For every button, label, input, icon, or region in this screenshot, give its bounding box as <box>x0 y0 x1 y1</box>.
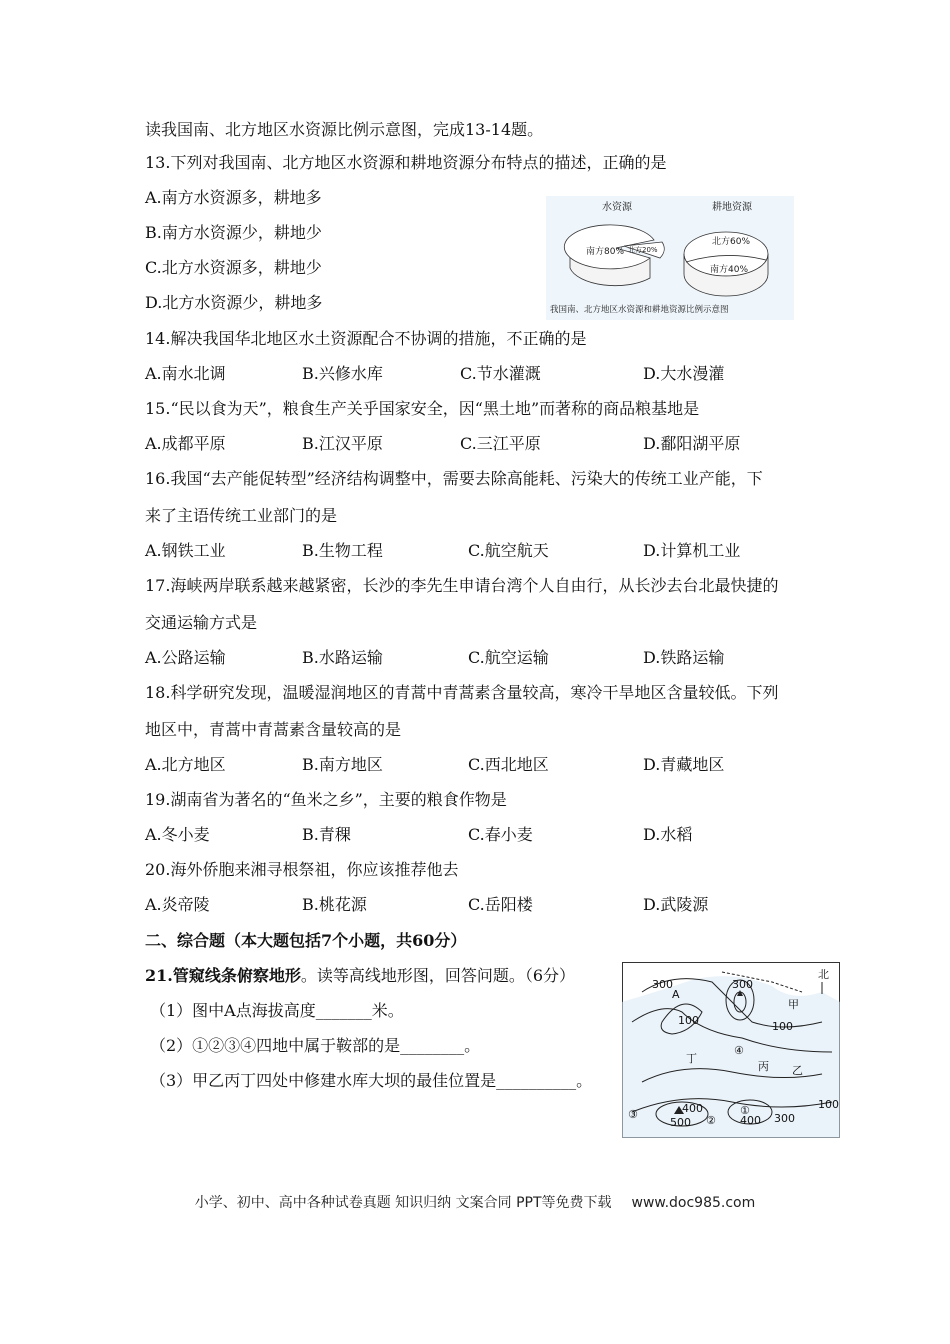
question-19-option-c: C.春小麦 <box>468 825 533 844</box>
question-21-sub-2: （2）①②③④四地中属于鞍部的是________。 <box>150 1036 481 1055</box>
question-19-option-d: D.水稻 <box>643 825 693 844</box>
question-14-option-d: D.大水漫灌 <box>643 364 725 383</box>
question-13-stem: 13.下列对我国南、北方地区水资源和耕地资源分布特点的描述，正确的是 <box>145 153 667 172</box>
contour-label-400-a: 400 <box>682 1102 703 1115</box>
question-13-option-c: C.北方水资源多，耕地少 <box>145 258 322 277</box>
question-13-option-d: D.北方水资源少，耕地多 <box>145 293 323 312</box>
question-20-option-d: D.武陵源 <box>643 895 709 914</box>
question-15-option-b: B.江汉平原 <box>302 434 383 453</box>
footer-url: www.doc985.com <box>631 1195 756 1211</box>
water-north-label: 北方20% <box>628 246 658 254</box>
question-17-stem-line-2: 交通运输方式是 <box>145 613 258 632</box>
section-2-heading: 二、综合题（本大题包括7个小题，共60分） <box>145 931 467 950</box>
question-19-stem: 19.湖南省为著名的“鱼米之乡”，主要的粮食作物是 <box>145 790 507 809</box>
question-17-option-a: A.公路运输 <box>145 648 226 667</box>
question-21-bold-title: 21.管窥线条俯察地形 <box>145 966 301 985</box>
question-16-option-c: C.航空航天 <box>468 541 549 560</box>
question-14-option-c: C.节水灌溉 <box>460 364 541 383</box>
point-a-label: A <box>672 988 680 1001</box>
question-16-stem-line-1: 16.我国“去产能促转型”经济结构调整中，需要去除高能耗、污染大的传统工业产能，下 <box>145 469 763 488</box>
north-label: 北 <box>818 968 829 981</box>
footer-text: 小学、初中、高中各种试卷真题 知识归纳 文案合同 PPT等免费下载 <box>194 1195 612 1211</box>
land-north-label: 北方60% <box>712 237 751 247</box>
question-17-option-d: D.铁路运输 <box>643 648 725 667</box>
question-17-option-b: B.水路运输 <box>302 648 383 667</box>
question-21-instruction: 。读等高线地形图，回答问题。（6分） <box>300 966 576 985</box>
contour-map <box>622 962 840 1138</box>
question-18-option-b: B.南方地区 <box>302 755 383 774</box>
site-3-label: ③ <box>628 1108 638 1121</box>
place-yi-label: 乙 <box>792 1064 803 1077</box>
site-2-label: ② <box>706 1114 716 1127</box>
reading-intro: 读我国南、北方地区水资源比例示意图，完成13-14题。 <box>145 120 544 139</box>
question-15-stem: 15.“民以食为天”，粮食生产关乎国家安全，因“黑土地”而著称的商品粮基地是 <box>145 399 700 418</box>
question-16-option-b: B.生物工程 <box>302 541 383 560</box>
page-footer <box>0 1192 950 1212</box>
contour-label-100-a: 100 <box>678 1014 699 1027</box>
question-20-option-c: C.岳阳楼 <box>468 895 533 914</box>
place-ding-label: 丁 <box>686 1052 697 1065</box>
contour-label-500: 500 <box>670 1116 691 1129</box>
water-south-label: 南方80% <box>586 247 625 257</box>
question-20-stem: 20.海外侨胞来湘寻根祭祖，你应该推荐他去 <box>145 860 459 879</box>
question-20-option-b: B.桃花源 <box>302 895 367 914</box>
question-18-stem-line-1: 18.科学研究发现，温暖湿润地区的青蒿中青蒿素含量较高，寒冷干旱地区含量较低。下列 <box>145 683 779 702</box>
land-south-label: 南方40% <box>710 265 749 275</box>
question-21-sub-1: （1）图中A点海拔高度_______米。 <box>150 1001 404 1020</box>
question-19-option-b: B.青稞 <box>302 825 351 844</box>
contour-label-300-c: 300 <box>774 1112 795 1125</box>
question-20-option-a: A.炎帝陵 <box>145 895 210 914</box>
question-21-sub-3: （3）甲乙丙丁四处中修建水库大坝的最佳位置是__________。 <box>150 1071 593 1090</box>
question-18-option-c: C.西北地区 <box>468 755 549 774</box>
contour-label-100-c: 100 <box>818 1098 839 1111</box>
question-16-stem-line-2: 来了主语传统工业部门的是 <box>145 506 338 525</box>
question-18-stem-line-2: 地区中，青蒿中青蒿素含量较高的是 <box>145 720 402 739</box>
question-13-option-b: B.南方水资源少，耕地少 <box>145 223 322 242</box>
contour-label-300-a: 300 <box>652 978 673 991</box>
question-13-option-a: A.南方水资源多，耕地多 <box>145 188 322 207</box>
question-16-option-a: A.钢铁工业 <box>145 541 226 560</box>
question-16-option-d: D.计算机工业 <box>643 541 741 560</box>
water-land-resource-figure <box>546 196 794 320</box>
question-18-option-d: D.青藏地区 <box>643 755 725 774</box>
question-19-option-a: A.冬小麦 <box>145 825 210 844</box>
question-15-option-c: C.三江平原 <box>460 434 541 453</box>
question-14-option-a: A.南水北调 <box>145 364 226 383</box>
question-17-option-c: C.航空运输 <box>468 648 549 667</box>
site-4-label: ④ <box>734 1044 744 1057</box>
place-jia-label: 甲 <box>788 998 799 1011</box>
question-15-option-d: D.鄱阳湖平原 <box>643 434 741 453</box>
question-14-stem: 14.解决我国华北地区水土资源配合不协调的措施，不正确的是 <box>145 329 587 348</box>
pie-figure-caption: 我国南、北方地区水资源和耕地资源比例示意图 <box>550 305 729 315</box>
site-1-label: ① <box>740 1104 750 1117</box>
question-18-option-a: A.北方地区 <box>145 755 226 774</box>
question-15-option-a: A.成都平原 <box>145 434 226 453</box>
water-resource-title: 水资源 <box>602 202 632 213</box>
contour-label-100-b: 100 <box>772 1020 793 1033</box>
question-17-stem-line-1: 17.海峡两岸联系越来越紧密，长沙的李先生申请台湾个人自由行，从长沙去台北最快捷的 <box>145 576 779 595</box>
land-resource-title: 耕地资源 <box>712 202 752 213</box>
question-21-stem <box>145 966 575 986</box>
contour-label-300-b: 300 <box>732 978 753 991</box>
place-bing-label: 丙 <box>758 1060 769 1073</box>
question-14-option-b: B.兴修水库 <box>302 364 383 383</box>
contour-label-400-b: 400 <box>740 1114 761 1127</box>
